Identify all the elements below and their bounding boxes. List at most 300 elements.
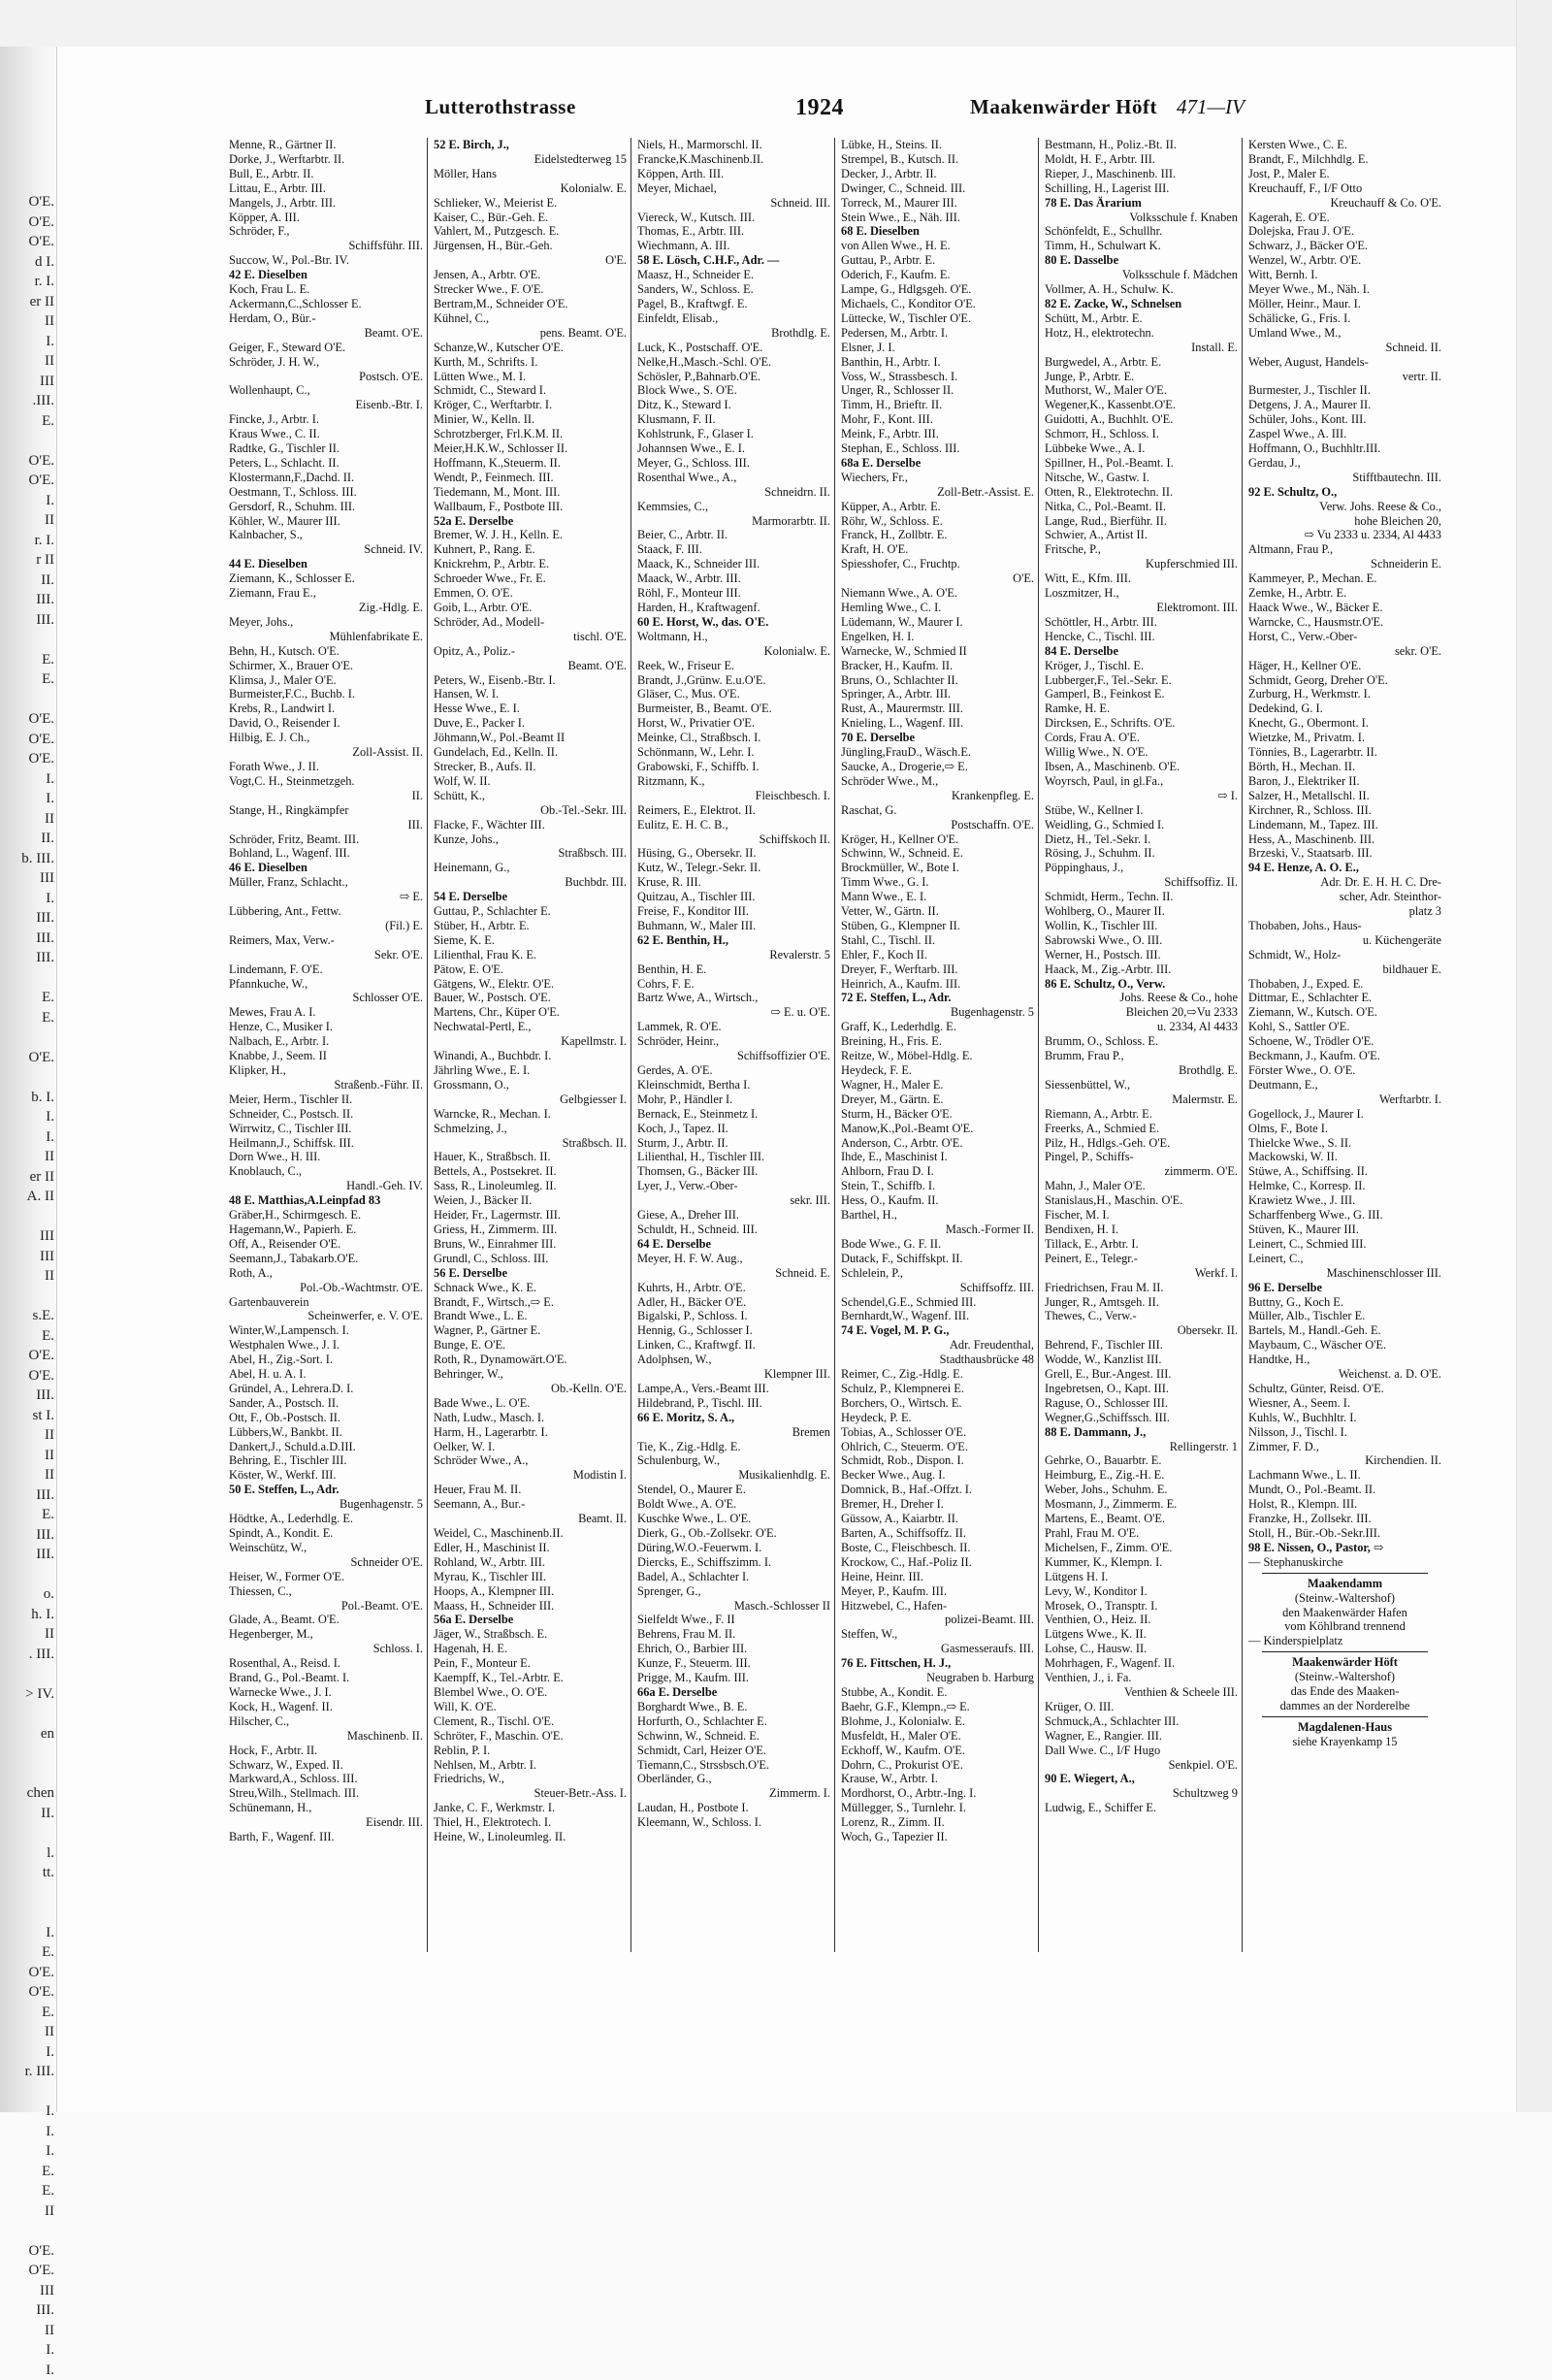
directory-column-3 (630, 138, 834, 1952)
entry-continuation: Bugenhagenstr. 5 (950, 1005, 1034, 1020)
entry-continuation: Krankenpfleg. E. (952, 788, 1034, 802)
directory-entry: Herdam, O., Bür.- (229, 310, 316, 325)
entry-continuation: Fleischbesch. I. (755, 788, 830, 802)
directory-entry: Gersdorf, R., Schuhm. III. (229, 499, 356, 513)
entry-continuation: pens. Beamt. O'E. (539, 325, 627, 340)
directory-entry: Off, A., Reisender O'E. (229, 1236, 341, 1251)
directory-entry: Ott, F., Ob.-Postsch. II. (229, 1410, 340, 1424)
entry-continuation: Klempner III. (763, 1367, 830, 1382)
directory-entry: Geiger, F., Steward O'E. (229, 340, 346, 354)
directory-entry: Badel, A., Schlachter I. (637, 1569, 750, 1583)
directory-entry: Schröder, F., (229, 224, 290, 239)
entry-continuation: Eidelstedterweg 15 (534, 151, 627, 166)
street-description: den Maakenwärder Hafen (1282, 1605, 1407, 1619)
directory-entry: Ramke, H. E. (1045, 701, 1111, 716)
entry-continuation: Zoll-Betr.-Assist. E. (937, 484, 1034, 499)
street-heading: Magdalenen-Haus (1297, 1719, 1393, 1734)
entry-continuation: Zoll-Assist. II. (352, 745, 423, 760)
directory-entry: Prigge, M., Kaufm. III. (637, 1671, 749, 1685)
directory-entry: Beckmann, J., Kaufm. O'E. (1248, 1049, 1380, 1063)
house-number-entry: 76 E. Fittschen, H. J., (841, 1656, 952, 1671)
entry-continuation: Kolonialw. E. (560, 180, 627, 195)
directory-entry: Dorn Wwe., H. III. (229, 1150, 321, 1164)
entry-continuation: Schloss. I. (372, 1642, 423, 1656)
directory-entry: Schwier, A., Artist II. (1045, 528, 1148, 542)
directory-entry: Kleemann, W., Schloss. I. (637, 1815, 762, 1830)
directory-entry: Heinrich, A., Kaufm. III. (841, 976, 961, 991)
directory-entry: Burmester, J., Tischler II. (1248, 383, 1371, 398)
entry-continuation: Install. E. (1191, 340, 1238, 354)
directory-entry: Prahl, Frau M. O'E. (1045, 1526, 1140, 1540)
directory-entry: Kühnel, C., (434, 310, 490, 325)
directory-entry: Thiessen, C., (229, 1583, 292, 1598)
directory-entry: Hauer, K., Straßbsch. II. (434, 1150, 551, 1164)
directory-entry: Sanders, W., Schloss. E. (637, 282, 754, 297)
directory-entry: Weien, J., Bäcker II. (434, 1193, 533, 1208)
directory-entry: Hock, F., Arbtr. II. (229, 1743, 318, 1757)
entry-continuation: polizei-Beamt. III. (945, 1613, 1034, 1627)
directory-entry: Dircksen, E., Schrifts. O'E. (1045, 716, 1176, 731)
house-number-entry: 74 E. Vogel, M. P. G., (841, 1323, 950, 1338)
directory-entry: Jöhmann,W., Pol.-Beamt II (434, 731, 566, 745)
directory-entry: Riemann, A., Arbtr. E. (1045, 1106, 1152, 1121)
directory-entry: Heydeck, P. E. (841, 1410, 912, 1424)
directory-entry: Quitzau, A., Tischler III. (637, 890, 756, 904)
directory-entry: Schirmer, X., Brauer O'E. (229, 658, 354, 672)
header-page-number: 471—IV (1177, 95, 1245, 118)
entry-continuation: Werkf. I. (1194, 1265, 1238, 1280)
directory-entry: Unger, R., Schlosser II. (841, 383, 954, 398)
directory-entry: Wiechers, Fr., (841, 470, 909, 484)
directory-entry: Gräber,H., Schirmgesch. E. (229, 1208, 362, 1223)
directory-entry: Nilsson, J., Tischl. I. (1248, 1424, 1347, 1439)
directory-entry: Ziemann, K., Schlosser E. (229, 571, 355, 586)
directory-entry: Dolejska, Frau J. O'E. (1248, 224, 1354, 239)
directory-entry: Klostermann,F.,Dachd. II. (229, 470, 355, 484)
directory-entry: Ihde, E., Maschinist I. (841, 1150, 948, 1164)
directory-entry: Reimers, E., Elektrot. II. (637, 802, 756, 817)
directory-entry: Thomsen, G., Bäcker III. (637, 1164, 759, 1179)
directory-entry: Reimers, Max, Verw.- (229, 932, 335, 947)
directory-entry: Baron, J., Elektriker II. (1248, 773, 1360, 788)
entry-continuation: Schneid. III. (770, 195, 830, 210)
house-number-entry: 90 E. Wiegert, A., (1045, 1772, 1135, 1786)
directory-entry: Heider, Fr., Lagermstr. III. (434, 1208, 561, 1223)
directory-entry: Kuhnert, P., Rang. E. (434, 542, 535, 557)
entry-continuation: bildhauer E. (1382, 962, 1441, 976)
directory-entry: Schröder, Ad., Modell- (434, 614, 545, 629)
directory-entry: Brandt, F., Milchhdlg. E. (1248, 151, 1369, 166)
house-number-entry: 66a E. Derselbe (637, 1684, 718, 1699)
directory-entry: Krebs, R., Landwirt I. (229, 701, 336, 716)
entry-continuation: Zimmerm. I. (769, 1786, 830, 1801)
entry-continuation: Elektromont. III. (1156, 601, 1238, 614)
directory-entry: Köppen, Arth. III. (637, 166, 725, 180)
directory-entry: Kirchner, R., Schloss. III. (1248, 802, 1372, 817)
directory-entry: Seemann,J., Tabakarb.O'E. (229, 1251, 359, 1265)
directory-entry: Klusmann, F. II. (637, 412, 716, 427)
directory-entry: Benthin, H. E. (637, 962, 707, 976)
directory-entry: Leinert, C., Schmied III. (1248, 1236, 1367, 1251)
directory-entry: Lindemann, M., Tapez. III. (1248, 817, 1378, 831)
directory-entry: Boldt Wwe., A. O'E. (637, 1497, 737, 1512)
directory-entry: Wohlberg, O., Maurer II. (1045, 904, 1165, 919)
directory-entry: Wodde, W., Kanzlist III. (1045, 1353, 1162, 1367)
directory-entry: Schoene, W., Trödler O'E. (1248, 1034, 1374, 1049)
entry-continuation: Venthien & Scheele III. (1124, 1684, 1238, 1699)
directory-entry: Stahl, C., Tischl. II. (841, 932, 936, 947)
entry-continuation: Weichenst. a. D. O'E. (1338, 1367, 1441, 1382)
directory-entry: Dittmar, E., Schlachter E. (1248, 991, 1373, 1005)
directory-entry: Koch, J., Tapez. II. (637, 1121, 728, 1135)
entry-continuation: tischl. O'E. (573, 629, 627, 643)
directory-entry: Mosmann, J., Zimmerm. E. (1045, 1497, 1178, 1512)
directory-entry: Schröder Wwe., M., (841, 773, 939, 788)
directory-entry: Röhr, W., Schloss. E. (841, 513, 943, 528)
entry-continuation: Kupferschmied III. (1146, 557, 1238, 571)
directory-entry: Warncke, R., Mechan. I. (434, 1106, 551, 1121)
directory-entry: Heine, Heinr. III. (841, 1569, 923, 1583)
directory-entry: Schwarz, W., Exped. II. (229, 1757, 343, 1772)
directory-entry: Jäger, W., Straßbsch. E. (434, 1627, 548, 1642)
directory-entry: Thomas, E., Arbtr. III. (637, 224, 745, 239)
directory-entry: Hess, A., Maschinenb. III. (1248, 831, 1375, 846)
directory-entry: Tiemann,C., Strssbsch.O'E. (637, 1757, 770, 1772)
directory-entry: Ludwig, E., Schiffer E. (1045, 1801, 1157, 1815)
house-number-entry: 64 E. Derselbe (637, 1236, 712, 1251)
directory-entry: Torreck, M., Maurer III. (841, 195, 957, 210)
directory-entry: Müller, Franz, Schlacht., (229, 875, 348, 890)
entry-continuation: u. 2334, Al 4433 (1157, 1020, 1238, 1034)
directory-entry: Wegner,G.,Schiffssch. III. (1045, 1410, 1171, 1424)
directory-entry: Witt, E., Kfm. III. (1045, 571, 1131, 586)
directory-entry: Hilscher, C., (229, 1713, 290, 1728)
house-number-entry: 50 E. Steffen, L., Adr. (229, 1483, 340, 1497)
directory-entry: Schröder, Fritz, Beamt. III. (229, 831, 360, 846)
house-number-entry: 60 E. Horst, W., das. O'E. (637, 614, 769, 629)
directory-entry: Heimburg, E., Zig.-H. E. (1045, 1468, 1165, 1483)
directory-entry: Pätow, E. O'E. (434, 962, 503, 976)
directory-entry: Heine, W., Linoleumleg. II. (434, 1830, 566, 1844)
directory-entry: Thobaben, J., Exped. E. (1248, 976, 1364, 991)
directory-entry: Wegener,K., Kassenbt.O'E. (1045, 398, 1176, 412)
entry-continuation: u. Küchengeräte (1362, 932, 1441, 947)
directory-entry: Schmidt, C., Steward I. (434, 383, 546, 398)
directory-entry: Kagerah, E. O'E. (1248, 210, 1330, 224)
directory-entry: Otten, R., Elektrotechn. II. (1045, 484, 1174, 499)
directory-entry: Gogellock, J., Maurer I. (1248, 1106, 1364, 1121)
directory-entry: Schlelein, P., (841, 1265, 904, 1280)
directory-entry: Lüdemann, W., Maurer I. (841, 614, 963, 629)
directory-entry: Lampe, G., Hdlgsgeh. O'E. (841, 282, 972, 297)
directory-entry: Harm, H., Lagerarbtr. I. (434, 1424, 548, 1439)
directory-entry: Tie, K., Zig.-Hdlg. E. (637, 1439, 741, 1453)
directory-entry: Gartenbauverein (229, 1294, 309, 1309)
directory-entry: Wiesner, A., Seem. I. (1248, 1395, 1350, 1410)
directory-entry: Pingel, P., Schiffs- (1045, 1150, 1134, 1164)
directory-entry: Schröder, Heinr., (637, 1034, 720, 1049)
directory-entry: Ziemann, Frau E., (229, 586, 316, 601)
directory-entry: Weinschütz, W., (229, 1540, 307, 1554)
page-header (415, 95, 1245, 126)
directory-entry: Bunge, E. O'E. (434, 1338, 506, 1353)
directory-entry: Willig Wwe., N. O'E. (1045, 745, 1148, 760)
directory-entry: Laudan, H., Postbote I. (637, 1801, 749, 1815)
directory-entry: Mackowski, W. II. (1248, 1150, 1338, 1164)
directory-entry: Dietz, H., Tel.-Sekr. I. (1045, 831, 1151, 846)
directory-entry: Heinemann, G., (434, 861, 510, 875)
directory-entry: Nitka, C., Pol.-Beamt. II. (1045, 499, 1166, 513)
house-number-entry: 58 E. Lösch, C.H.F., Adr. — (637, 253, 780, 268)
directory-entry: Zurburg, H., Werkmstr. I. (1248, 687, 1371, 701)
directory-entry: Köster, W., Werkf. III. (229, 1468, 337, 1483)
directory-entry: Brzeski, V., Staatsarb. III. (1248, 846, 1373, 861)
house-number-entry: 98 E. Nissen, O., Pastor, ⇨ (1248, 1540, 1384, 1554)
directory-entry: Kaiser, C., Bür.-Geh. E. (434, 210, 549, 224)
directory-entry: Blohme, J., Kolonialw. E. (841, 1713, 965, 1728)
directory-entry: Schütt, M., Arbtr. E. (1045, 310, 1143, 325)
entry-continuation: sekr. III. (790, 1193, 830, 1208)
directory-entry: Siessenbüttel, W., (1045, 1077, 1131, 1092)
directory-entry: Kraft, H. O'E. (841, 542, 909, 557)
directory-entry: Pilz, H., Hdlgs.-Geh. O'E. (1045, 1135, 1171, 1150)
directory-entry: Hitzwebel, C., Hafen- (841, 1598, 948, 1613)
directory-entry: Decker, J., Arbtr. II. (841, 166, 937, 180)
directory-entry: Springer, A., Arbtr. III. (841, 687, 952, 701)
directory-entry: Zimmer, F. D., (1248, 1439, 1319, 1453)
directory-entry: Meier,H.K.W., Schlosser II. (434, 441, 568, 456)
directory-entry: Bettels, A., Postsekret. II. (434, 1164, 557, 1179)
directory-entry: Vetter, W., Gärtn. II. (841, 904, 939, 919)
directory-entry: Raguse, O., Schlosser III. (1045, 1395, 1168, 1410)
directory-entry: Stübe, W., Kellner I. (1045, 802, 1144, 817)
directory-entry: Dierk, G., Ob.-Zollsekr. O'E. (637, 1526, 777, 1540)
directory-entry: Rosenthal Wwe., A., (637, 470, 737, 484)
directory-entry: Linken, C., Kraftwgf. II. (637, 1338, 756, 1353)
directory-entry: Schwarz, J., Bäcker O'E. (1248, 239, 1368, 253)
entry-continuation: Schlosser O'E. (352, 991, 423, 1005)
directory-entry: Brandt Wwe., L. E. (434, 1309, 528, 1323)
directory-entry: Timm, H., Schulwart K. (1045, 239, 1161, 253)
directory-entry: Hagenah, H. E. (434, 1642, 508, 1656)
directory-entry: Stubbe, A., Kondit. E. (841, 1684, 948, 1699)
house-number-entry: 86 E. Schultz, O., Verw. (1045, 976, 1166, 991)
directory-entry: Ohlrich, C., Steuerm. O'E. (841, 1439, 968, 1453)
entry-continuation: Volksschule f. Knaben (1129, 210, 1238, 224)
directory-entry: Myrau, K., Tischler III. (434, 1569, 546, 1583)
directory-entry: Pöppinghaus, J., (1045, 861, 1124, 875)
entry-continuation: Modistin I. (572, 1468, 627, 1483)
directory-column-6 (1242, 138, 1445, 1952)
directory-entry: Stoll, H., Bür.-Ob.-Sekr.III. (1248, 1526, 1380, 1540)
house-number-entry: 68a E. Derselbe (841, 455, 922, 470)
entry-continuation: ⇨ Vu 2333 u. 2334, Al 4433 (1304, 528, 1441, 542)
directory-entry: Freise, F., Konditor III. (637, 904, 749, 919)
entry-continuation: vertr. II. (1402, 369, 1441, 383)
directory-entry: Lohse, C., Hausw. II. (1045, 1642, 1148, 1656)
directory-entry: Horst, W., Privatier O'E. (637, 716, 755, 731)
directory-entry: Jürgensen, H., Bür.-Geh. (434, 239, 553, 253)
entry-continuation: Masch.-Former II. (945, 1222, 1034, 1236)
directory-entry: Grundl, C., Schloss. III. (434, 1251, 549, 1265)
street-description: (Steinw.-Waltershof) (1294, 1670, 1396, 1684)
directory-entry: Borchers, O., Wirtsch. E. (841, 1395, 962, 1410)
directory-column-4 (834, 138, 1038, 1952)
directory-entry: Burgwedel, A., Arbtr. E. (1045, 354, 1162, 369)
directory-entry: Bestmann, H., Poliz.-Bt. II. (1045, 138, 1177, 151)
directory-entry: Kruse, R. III. (637, 875, 701, 890)
directory-entry: Brand, G., Pol.-Beamt. I. (229, 1671, 350, 1685)
directory-entry: Maass, H., Schneider III. (434, 1598, 555, 1613)
directory-entry: Eckhoff, W., Kaufm. O'E. (841, 1743, 965, 1757)
directory-entry: Einfeldt, Elisab., (637, 310, 719, 325)
directory-entry: Baehr, G.F., Klempn.,⇨ E. (841, 1699, 970, 1713)
directory-entry: Hegenberger, M., (229, 1627, 313, 1642)
directory-entry: Giese, A., Dreher III. (637, 1208, 739, 1223)
directory-entry: Stüven, K., Maurer III. (1248, 1222, 1359, 1236)
directory-entry: Strecker, B., Aufs. II. (434, 759, 536, 773)
directory-entry: Knieling, L., Wagenf. III. (841, 716, 964, 731)
directory-entry: Lilienthal, Frau K. E. (434, 947, 536, 962)
directory-entry: Dedekind, G. I. (1248, 701, 1323, 716)
entry-continuation: scher, Adr. Steinthor- (1339, 890, 1441, 904)
directory-entry: Bremer, H., Dreher I. (841, 1497, 944, 1512)
directory-entry: Hilbig, E. J. Ch., (229, 731, 310, 745)
entry-continuation: O'E. (605, 253, 627, 268)
directory-entry: Burmeister, B., Beamt. O'E. (637, 701, 772, 716)
street-description: vom Köhlbrand trennend (1284, 1619, 1406, 1634)
directory-entry: Roth, R., Dynamowärt.O'E. (434, 1353, 567, 1367)
directory-entry: Kuhls, W., Buchhltr. I. (1248, 1410, 1357, 1424)
directory-entry: Venthien, J., i. Fa. (1045, 1671, 1132, 1685)
directory-entry: Haack, M., Zig.-Arbtr. III. (1045, 962, 1172, 976)
directory-entry: Nechwatal-Pertl, E., (434, 1020, 532, 1034)
directory-entry: Musfeldt, H., Maler O'E. (841, 1728, 961, 1743)
directory-entry: Knoblauch, C., (229, 1164, 303, 1179)
directory-entry: Wirrwitz, C., Tischler III. (229, 1121, 352, 1135)
directory-entry: Ingebretsen, O., Kapt. III. (1045, 1381, 1169, 1395)
directory-entry: Beier, C., Arbtr. II. (637, 528, 728, 542)
directory-entry: David, O., Reisender I. (229, 716, 340, 731)
directory-entry: Schütt, K., (434, 788, 486, 802)
directory-entry: Horfurth, O., Schlachter E. (637, 1713, 767, 1728)
directory-entry: Gerdes, A. O'E. (637, 1063, 713, 1077)
directory-entry: Möller, Heinr., Maur. I. (1248, 296, 1361, 310)
directory-entry: Düring,W.O.-Feuerwm. I. (637, 1540, 762, 1554)
directory-entry: Hoffmann, K.,Steuerm. II. (434, 455, 561, 470)
directory-entry: Strecker Wwe., F. O'E. (434, 282, 544, 297)
house-number-entry: 48 E. Matthias,A.Leinpfad 83 (229, 1193, 381, 1208)
street-heading: Maakendamm (1307, 1576, 1383, 1590)
directory-entry: Hennig, G., Schlosser I. (637, 1323, 753, 1338)
directory-entry: Burmeister,F.C., Buchb. I. (229, 687, 355, 701)
directory-entry: Schendel,G.E., Schmied III. (841, 1294, 977, 1309)
directory-entry: Röhl, F., Monteur III. (637, 586, 741, 601)
directory-entry: Ziemann, W., Kutsch. O'E. (1248, 1005, 1378, 1020)
directory-entry: Weber, August, Handels- (1248, 354, 1369, 369)
directory-entry: Schönmann, W., Lehr. I. (637, 745, 755, 760)
directory-entry: Mahn, J., Maler O'E. (1045, 1179, 1146, 1193)
entry-continuation: Schneider O'E. (350, 1554, 423, 1569)
directory-entry: Woltmann, H., (637, 629, 708, 643)
house-number-entry: 72 E. Steffen, L., Adr. (841, 991, 952, 1005)
directory-entry: Janke, C. F., Werkmstr. I. (434, 1801, 556, 1815)
directory-entry: Bohland, L., Wagenf. III. (229, 846, 350, 861)
directory-entry: Glade, A., Beamt. O'E. (229, 1613, 340, 1627)
previous-page-gutter (0, 47, 57, 2378)
directory-entry: Sieme, K. E. (434, 932, 495, 947)
directory-entry: Bigalski, P., Schloss. I. (637, 1309, 748, 1323)
entry-continuation: Brothdlg. E. (771, 325, 830, 340)
entry-continuation: Pol.-Beamt. O'E. (340, 1598, 423, 1613)
entry-continuation: Straßbsch. II. (562, 1135, 627, 1150)
directory-entry: Behringer, W., (434, 1367, 503, 1382)
directory-columns (223, 138, 1445, 1952)
directory-entry: Grabowski, F., Schiffb. I. (637, 759, 760, 773)
directory-entry: Dreyer, M., Gärtn. E. (841, 1092, 944, 1106)
directory-entry: Levy, W., Konditor I. (1045, 1583, 1148, 1598)
directory-entry: Zaspel Wwe., A. III. (1248, 427, 1347, 441)
directory-entry: Barten, A., Schiffsoffz. II. (841, 1526, 966, 1540)
directory-entry: Ehler, F., Koch II. (841, 947, 928, 962)
directory-entry: Reitze, W., Möbel-Hdlg. E. (841, 1049, 973, 1063)
directory-entry: Blembel Wwe., O. O'E. (434, 1684, 548, 1699)
directory-entry: Kunze, F., Steuerm. III. (637, 1656, 751, 1671)
entry-continuation: Eisendr. III. (366, 1815, 423, 1830)
entry-continuation: Schiffsoffizier O'E. (736, 1049, 830, 1063)
directory-entry: Nehlsen, M., Arbtr. I. (434, 1757, 536, 1772)
directory-entry: Schälicke, G., Fris. I. (1248, 310, 1351, 325)
directory-entry: Witt, Bernh. I. (1248, 268, 1318, 282)
directory-column-1 (223, 138, 427, 1952)
entry-continuation: Senkpiel. O'E. (1168, 1757, 1238, 1772)
directory-entry: Kuhrts, H., Arbtr. O'E. (637, 1280, 746, 1294)
directory-entry: Wietzke, M., Privatm. I. (1248, 731, 1365, 745)
directory-entry: Wiechmann, A. III. (637, 239, 730, 253)
directory-entry: Pagel, B., Kraftwgf. E. (637, 296, 748, 310)
entry-continuation: Neugraben b. Harburg (926, 1671, 1034, 1685)
directory-entry: Kreuchauff, F., I/F Otto (1248, 180, 1363, 195)
house-number-entry: 96 E. Derselbe (1248, 1280, 1323, 1294)
directory-entry: Ibsen, A., Maschinenb. O'E. (1045, 759, 1180, 773)
directory-entry: Gerdau, J., (1248, 455, 1301, 470)
directory-entry: Emmen, O. O'E. (434, 586, 513, 601)
directory-entry: Wollin, K., Tischler III. (1045, 918, 1158, 932)
directory-entry: Stanislaus,H., Maschin. O'E. (1045, 1193, 1183, 1208)
directory-entry: Meyer, H. F. W. Aug., (637, 1251, 743, 1265)
directory-entry: Woyrsch, Paul, in gl.Fa., (1045, 773, 1164, 788)
directory-entry: Kock, H., Wagenf. II. (229, 1699, 333, 1713)
entry-continuation: Gelbgiesser I. (560, 1092, 627, 1106)
directory-entry: Clement, R., Tischl. O'E. (434, 1713, 555, 1728)
directory-entry: Griess, H., Zimmerm. III. (434, 1222, 558, 1236)
directory-entry: Barthel, H., (841, 1208, 897, 1223)
directory-entry: Tönnies, B., Lagerarbtr. II. (1248, 745, 1377, 760)
directory-entry: Lubberger,F., Tel.-Sekr. E. (1045, 672, 1172, 687)
directory-entry: Meyer, G., Schloss. III. (637, 455, 750, 470)
entry-continuation: Eisenb.-Btr. I. (355, 398, 423, 412)
directory-entry: Kurth, M., Schrifts. I. (434, 354, 538, 369)
directory-entry: Lübbeke Wwe., A. I. (1045, 441, 1146, 456)
directory-entry: Grossmann, O., (434, 1077, 509, 1092)
entry-continuation: Volksschule f. Mädchen (1121, 268, 1238, 282)
directory-entry: Schlieker, W., Meierist E. (434, 195, 558, 210)
directory-entry: Bruns, O., Schlachter II. (841, 672, 958, 687)
directory-entry: von Allen Wwe., H. E. (841, 239, 951, 253)
directory-entry: Schroeder Wwe., Fr. E. (434, 571, 546, 586)
directory-entry: Dohrn, C., Prokurist O'E. (841, 1757, 963, 1772)
directory-entry: Rieper, J., Maschinenb. III. (1045, 166, 1177, 180)
